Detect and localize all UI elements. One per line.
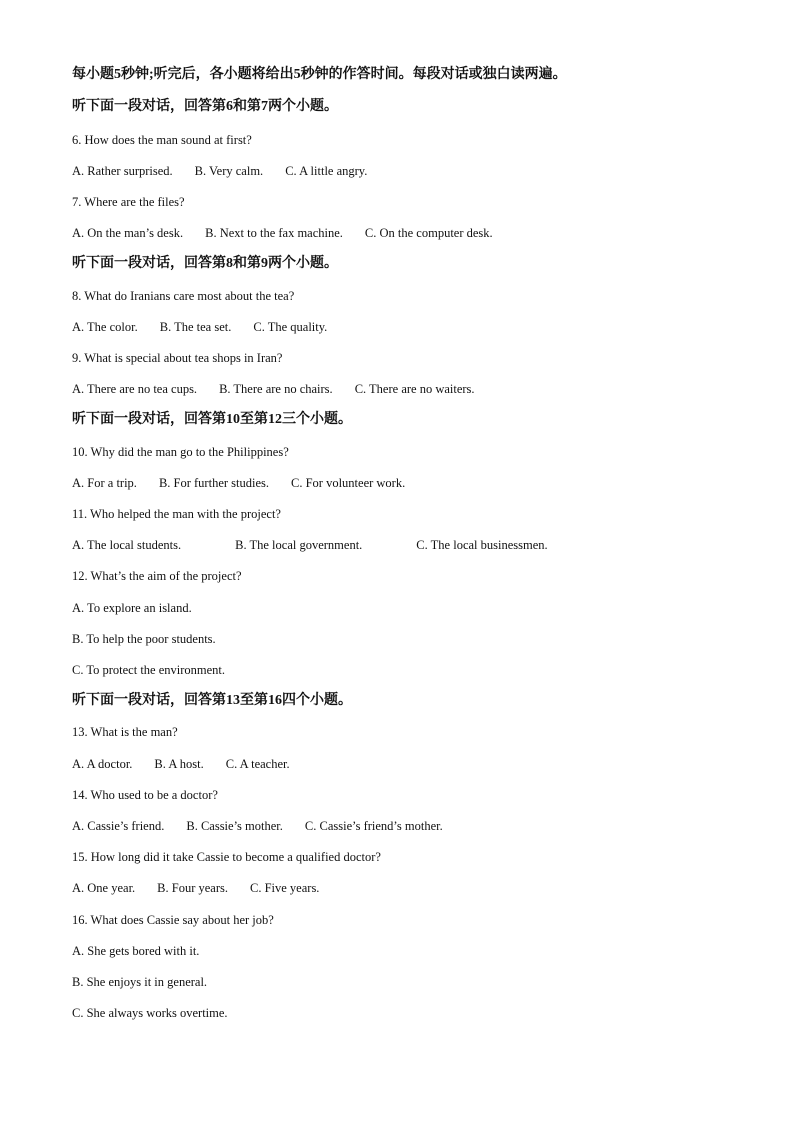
option-a: A. She gets bored with it.	[72, 944, 200, 958]
option-a: A. A doctor.	[72, 757, 133, 771]
option-a: A. Rather surprised.	[72, 164, 173, 178]
option-a: A. For a trip.	[72, 476, 137, 490]
option-a: A. One year.	[72, 881, 136, 895]
question-text: 6. How does the man sound at first?	[72, 133, 252, 147]
option-c: C. For volunteer work.	[291, 476, 406, 490]
option-a: A. There are no tea cups.	[72, 382, 198, 396]
question-text: 10. Why did the man go to the Philippines?	[72, 445, 289, 459]
options-row	[72, 381, 475, 397]
section-heading: 听下面一段对话，回答第8和第9两个小题。	[72, 256, 338, 271]
option-c: C. Five years.	[250, 881, 320, 895]
option-a: A. On the man’s desk.	[72, 226, 184, 240]
question-text: 9. What is special about tea shops in Iran?	[72, 351, 283, 365]
option-c: C. On the computer desk.	[364, 226, 493, 240]
option-c: C. She always works overtime.	[72, 1006, 228, 1020]
options-row	[72, 537, 548, 553]
question-text: 13. What is the man?	[72, 725, 178, 739]
section-heading: 听下面一段对话，回答第6和第7两个小题。	[72, 99, 338, 114]
option-a: A. Cassie’s friend.	[72, 819, 165, 833]
options-row	[72, 475, 405, 491]
option-c: C. The local businessmen.	[416, 538, 548, 552]
option-b: B. The local government.	[235, 538, 363, 552]
options-row	[72, 880, 319, 896]
option-b: B. Four years.	[157, 881, 228, 895]
option-b: B. A host.	[154, 757, 204, 771]
option-b: B. The tea set.	[159, 320, 232, 334]
question-text: 14. Who used to be a doctor?	[72, 788, 218, 802]
question-text: 16. What does Cassie say about her job?	[72, 913, 274, 927]
option-c: C. The quality.	[253, 320, 328, 334]
option-c: C. A teacher.	[225, 757, 290, 771]
question-text: 8. What do Iranians care most about the tea?	[72, 289, 295, 303]
options-row	[72, 818, 443, 834]
options-row	[72, 163, 367, 179]
option-b: B. Very calm.	[194, 164, 264, 178]
option-b: B. Next to the fax machine.	[205, 226, 343, 240]
option-b: B. For further studies.	[158, 476, 269, 490]
option-b: B. To help the poor students.	[72, 632, 216, 646]
option-c: C. To protect the environment.	[72, 663, 226, 677]
option-c: C. Cassie’s friend’s mother.	[304, 819, 443, 833]
option-a: A. The local students.	[72, 538, 182, 552]
section-heading: 听下面一段对话，回答第13至第16四个小题。	[72, 693, 352, 708]
section-heading: 听下面一段对话，回答第10至第12三个小题。	[72, 412, 352, 427]
option-a: A. The color.	[72, 320, 138, 334]
question-text: 12. What’s the aim of the project?	[72, 569, 242, 583]
option-b: B. Cassie’s mother.	[186, 819, 283, 833]
options-row	[72, 756, 290, 772]
options-row	[72, 319, 327, 335]
question-text: 15. How long did it take Cassie to become a qualified doctor?	[72, 850, 381, 864]
question-text: 7. Where are the files?	[72, 195, 185, 209]
option-b: B. She enjoys it in general.	[72, 975, 208, 989]
options-row	[72, 225, 493, 241]
option-a: A. To explore an island.	[72, 601, 192, 615]
option-b: B. There are no chairs.	[219, 382, 333, 396]
question-text: 11. Who helped the man with the project?	[72, 507, 281, 521]
intro-instruction: 每小题5秒钟;听完后，各小题将给出5秒钟的作答时间。每段对话或独白读两遍。	[72, 67, 567, 82]
option-c: C. There are no waiters.	[354, 382, 475, 396]
option-c: C. A little angry.	[285, 164, 368, 178]
